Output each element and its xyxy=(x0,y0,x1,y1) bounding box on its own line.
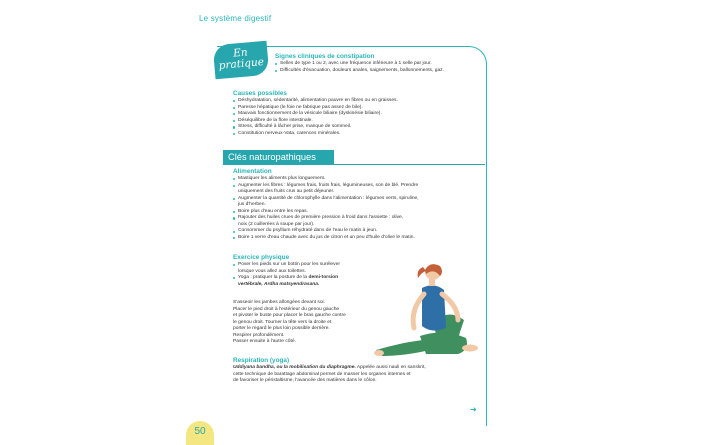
badge-line-1: En xyxy=(232,46,249,60)
list-item: Déséquilibre de la flore intestinale. xyxy=(233,118,398,125)
causes-title: Causes possibles xyxy=(233,90,287,97)
badge-line-2: pratique xyxy=(218,56,265,72)
arrow-right-icon[interactable]: ➜ xyxy=(470,405,477,414)
text-line: Placer le pied droit à l'extérieur du genou gauche xyxy=(233,306,340,312)
list-item: Boire 1 verre d'eau chaude avec du jus de citron et un peu d'huile d'olive le matin. xyxy=(233,235,419,242)
exercice-instructions xyxy=(233,300,346,346)
text-line: Passer ensuite à l'autre côté. xyxy=(233,339,296,345)
list-item: Mastiquer les aliments plus longuement. xyxy=(233,176,419,183)
list-item-cont: uniquement des fruits crus au petit déjeuner. xyxy=(238,189,335,195)
list-item-text: Yoga : pratiquer la posture de la xyxy=(238,275,309,281)
list-item-bold: demi-torsion xyxy=(308,275,339,281)
list-item: Paresse hépatique (le foie ne fabrique pas assez de bile). xyxy=(233,105,398,112)
keys-heading: Clés naturopathiques xyxy=(223,150,334,165)
list-item: Boire plus d'eau entre les repas. xyxy=(233,209,419,216)
text-line: de favoriser le péristaltisme, l'avancée des matières dans le côlon. xyxy=(233,378,377,384)
causes-list xyxy=(233,98,398,137)
respiration-lead-rest: Appelée aussi nauli en sanskrit, xyxy=(355,365,426,370)
list-item xyxy=(233,196,419,209)
signes-title: Signes cliniques de constipation xyxy=(275,53,375,60)
page-number: 50 xyxy=(186,421,214,445)
text-line: le genou droit. Tourner la tête vers la droite et xyxy=(233,319,332,325)
list-item-cont: noix (2 cuillerées à soupe par jour). xyxy=(238,221,315,227)
text-line: S'asseoir les jambes allongées devant soi. xyxy=(233,300,326,305)
running-head: Le système digestif xyxy=(199,14,272,23)
text-line: Respirer profondément. xyxy=(233,332,285,338)
list-item: Difficultés d'évacuation, douleurs anales, saignements, ballonnements, gaz. xyxy=(275,68,444,75)
list-item: Constitution nerveux-Vata, carences minérales. xyxy=(233,131,398,138)
list-item: Déshydratation, sédentarité, alimentation pauvre en fibres ou en graisses. xyxy=(233,98,398,105)
list-item: Selles de type 1 ou 2, avec une fréquence inférieure à 1 selle par jour. xyxy=(275,61,444,68)
list-item xyxy=(233,215,419,228)
list-item-text: Poser les pieds sur un bottin pour les surélever xyxy=(238,262,340,267)
respiration-title: Respiration (yoga) xyxy=(233,357,290,364)
list-item-cont: lorsque vous allez aux toilettes. xyxy=(238,268,306,274)
list-item: Mauvais fonctionnement de la vésicule biliaire (dyskinésie biliaire). xyxy=(233,111,398,118)
respiration-lead: Uddiyana bandha, ou la mobilisation du diaphragme. xyxy=(233,365,356,370)
text-line: cette technique de barattage abdominal permet de masser les organes internes et xyxy=(233,371,411,377)
exercice-list xyxy=(233,262,340,288)
keys-rule xyxy=(334,164,485,165)
list-item xyxy=(233,275,340,288)
list-item xyxy=(233,183,419,196)
list-item: Consommer du psyllium réhydraté dans de l'eau le matin à jeun. xyxy=(233,228,419,235)
list-item-bold-cont: vertébrale, Ardha matsyendrasana. xyxy=(238,281,320,287)
list-item-text: Rajouter des huiles crues de première pression à froid dans l'assiette : olive, xyxy=(238,215,404,221)
yoga-twist-illustration xyxy=(374,258,486,366)
respiration-text xyxy=(233,365,426,385)
text-line: porter le regard le plus loin possible derrière. xyxy=(233,326,330,332)
exercice-title: Exercice physique xyxy=(233,254,290,261)
list-item-text: Augmenter la quantité de chlorophylle dans l'alimentation : légumes verts, spiruline, xyxy=(238,195,419,201)
list-item-cont: jus d'herben. xyxy=(238,202,266,208)
signes-list xyxy=(275,61,444,74)
alimentation-list xyxy=(233,176,419,241)
list-item-text: Augmenter les fibres : légumes frais, fruits frais, légumineuses, son de blé. Prendre xyxy=(238,182,419,188)
alimentation-title: Alimentation xyxy=(233,168,272,175)
text-line: et pivoter le buste pour placer le bras gauche contre xyxy=(233,313,346,319)
list-item xyxy=(233,262,340,275)
list-item: Stress, difficulté à lâcher prise, manque de sommeil. xyxy=(233,124,398,131)
